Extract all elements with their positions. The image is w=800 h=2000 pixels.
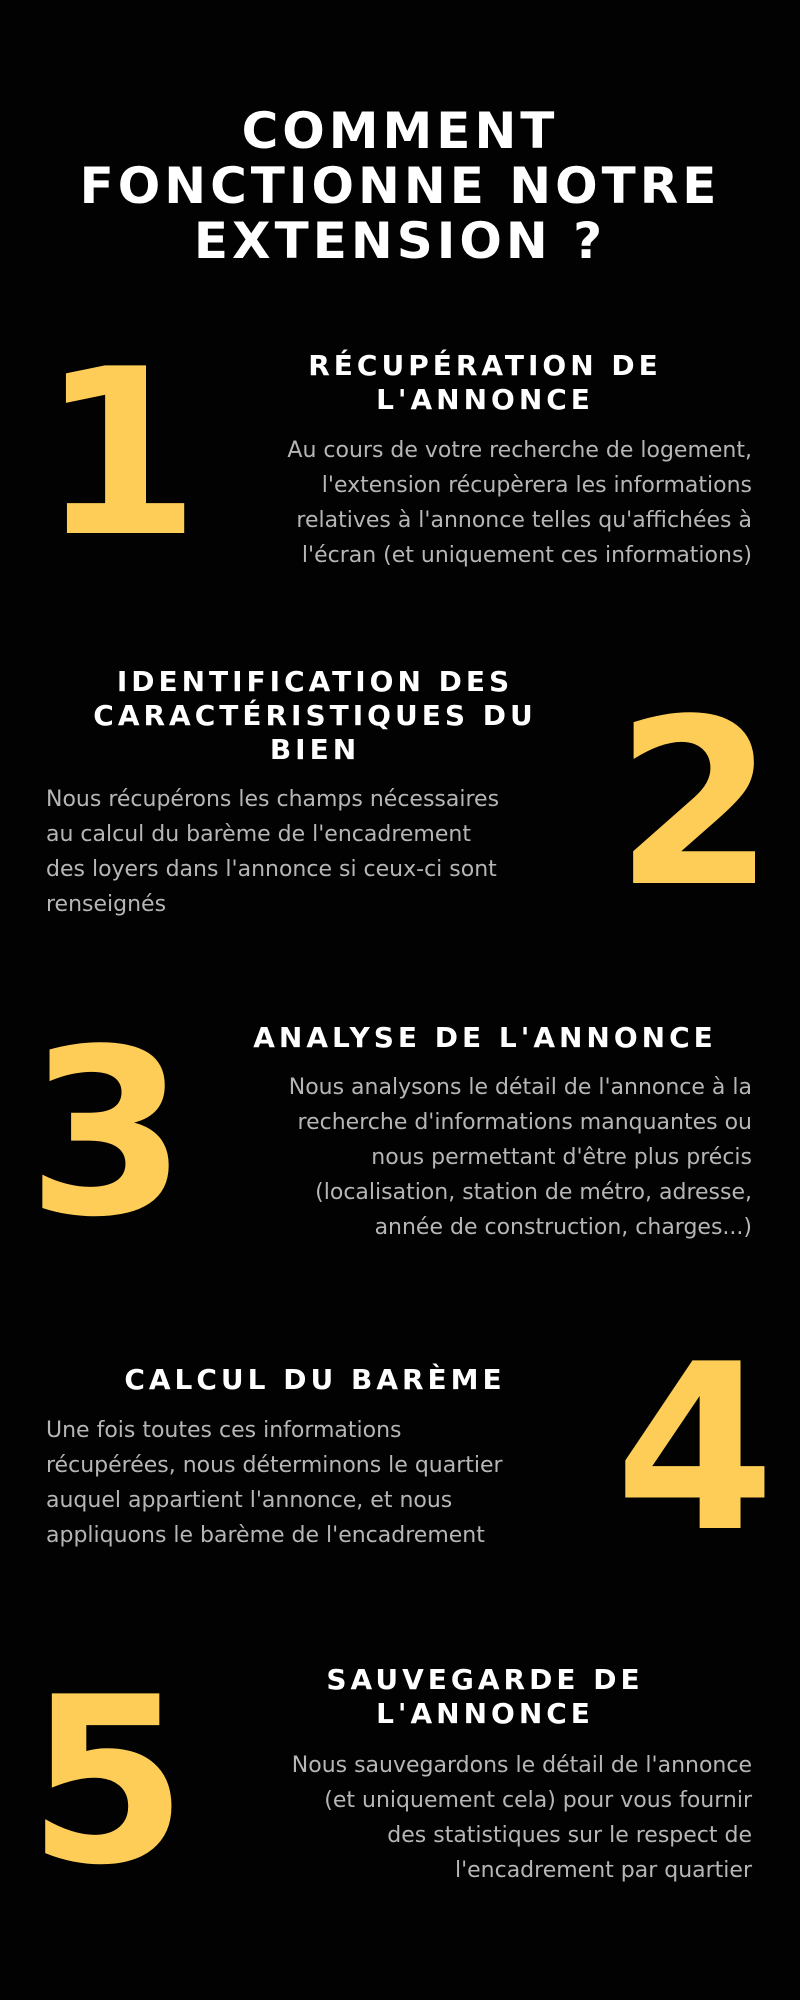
step-description-line: appliquons le barème de l'encadrement bbox=[46, 1523, 485, 1548]
step-description-line: l'encadrement par quartier bbox=[454, 1858, 752, 1883]
step-heading bbox=[90, 1363, 540, 1397]
step-description-line: Une fois toutes ces informations bbox=[46, 1418, 402, 1443]
step-description bbox=[140, 433, 752, 573]
step-description-line: Au cours de votre recherche de logement, bbox=[287, 438, 752, 463]
step-description-line: auquel appartient l'annonce, et nous bbox=[46, 1488, 453, 1513]
page-title bbox=[0, 101, 800, 270]
step-description-line: l'extension récupèrera les informations bbox=[321, 473, 752, 498]
step-description-line: Nous sauvegardons le détail de l'annonce bbox=[291, 1753, 752, 1778]
step-heading-line: IDENTIFICATION DES bbox=[116, 665, 514, 699]
step-heading-line: BIEN bbox=[269, 733, 361, 767]
step-number: 2 bbox=[614, 671, 776, 938]
step-description-line: des statistiques sur le respect de bbox=[387, 1823, 752, 1848]
step-description-line: (et uniquement cela) pour vous fournir bbox=[324, 1788, 752, 1813]
step-description-line: (localisation, station de métro, adresse, bbox=[315, 1180, 752, 1205]
step-description-line: relatives à l'annonce telles qu'affichées à bbox=[296, 508, 752, 533]
step-number: 3 bbox=[26, 1001, 188, 1268]
page-title-line: FONCTIONNE NOTRE bbox=[79, 156, 721, 215]
step-heading-line: L'ANNONCE bbox=[376, 1697, 594, 1731]
step-description bbox=[200, 1070, 752, 1245]
page-title-line: EXTENSION ? bbox=[193, 211, 607, 270]
step-description-line: des loyers dans l'annonce si ceux-ci sont bbox=[46, 857, 497, 882]
step-description-line: nous permettant d'être plus précis bbox=[371, 1145, 752, 1170]
step-heading bbox=[45, 665, 585, 767]
step-heading-line: CARACTÉRISTIQUES DU bbox=[93, 699, 537, 733]
step-description-line: récupérées, nous déterminons le quartier bbox=[46, 1453, 503, 1478]
step-description-line: Nous analysons le détail de l'annonce à la bbox=[288, 1075, 752, 1100]
step-heading-line: RÉCUPÉRATION DE bbox=[308, 349, 662, 383]
step-description bbox=[46, 1413, 606, 1553]
step-heading bbox=[285, 1663, 685, 1731]
page-title-line: COMMENT bbox=[241, 101, 559, 160]
step-heading-line: SAUVEGARDE DE bbox=[326, 1663, 644, 1697]
step-heading-line: ANALYSE DE L'ANNONCE bbox=[253, 1021, 717, 1055]
step-description-line: année de construction, charges...) bbox=[374, 1215, 752, 1240]
step-description bbox=[46, 782, 606, 922]
step-number: 1 bbox=[40, 321, 201, 588]
step-number: 5 bbox=[27, 1649, 188, 1916]
step-heading-line: L'ANNONCE bbox=[376, 383, 594, 417]
step-description bbox=[210, 1748, 752, 1888]
step-description-line: au calcul du barème de l'encadrement bbox=[46, 822, 471, 847]
step-heading bbox=[260, 349, 710, 417]
step-description-line: renseignés bbox=[46, 892, 167, 917]
step-description-line: Nous récupérons les champs nécessaires bbox=[46, 787, 500, 812]
step-heading-line: CALCUL DU BARÈME bbox=[124, 1363, 506, 1397]
step-description-line: recherche d'informations manquantes ou bbox=[297, 1110, 752, 1135]
step-heading bbox=[240, 1021, 730, 1055]
step-description-line: l'écran (et uniquement ces informations) bbox=[301, 543, 752, 568]
step-number: 4 bbox=[614, 1316, 776, 1583]
